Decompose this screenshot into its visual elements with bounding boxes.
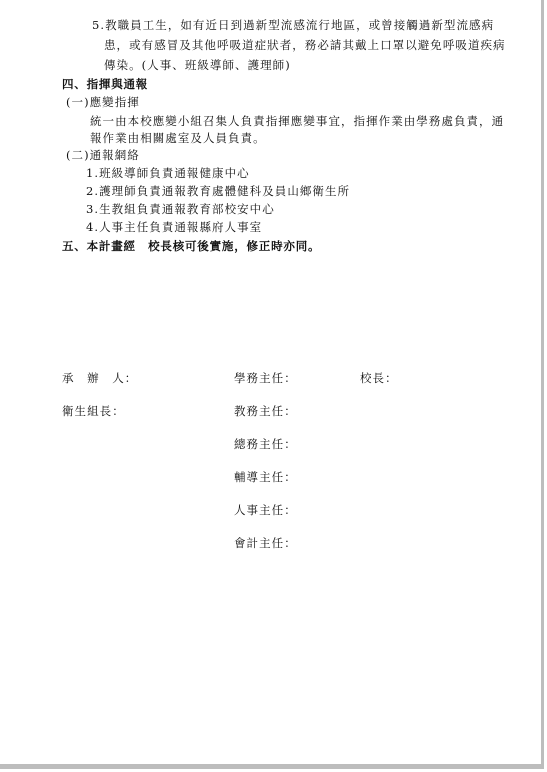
sub2-item: 1.班級導師負責通報健康中心 <box>86 166 250 180</box>
sig-principal: 校長： <box>360 371 398 385</box>
item5-line1: 5.教職員工生，如有近日到過新型流感流行地區，或曾接觸過新型流感病 <box>92 18 495 32</box>
sig-health-leader: 衛生組長： <box>62 404 125 418</box>
sub2-item: 2.護理師負責通報教育處體健科及員山鄉衛生所 <box>86 184 351 198</box>
sig-student-affairs: 學務主任： <box>234 371 297 385</box>
sig-counseling: 輔導主任： <box>234 470 297 484</box>
sig-handler: 承 辦 人： <box>62 371 138 385</box>
sig-personnel: 人事主任： <box>234 503 297 517</box>
item5-line2: 患，或有感冒及其他呼吸道症狀者，務必請其戴上口罩以避免呼吸道疾病 <box>104 38 506 52</box>
sub2-item: 4.人事主任負責通報縣府人事室 <box>86 220 263 234</box>
sub1-line1: 統一由本校應變小組召集人負責指揮應變事宜，指揮作業由學務處負責，通 <box>90 114 505 128</box>
sub2-title: (二)通報網絡 <box>66 148 140 162</box>
sig-accounting: 會計主任： <box>234 536 297 550</box>
sub1-line2: 報作業由相關處室及人員負責。 <box>90 131 266 145</box>
item5-line3: 傳染。(人事、班級導師、護理師) <box>104 58 291 72</box>
sig-academic-affairs: 教務主任： <box>234 404 297 418</box>
sig-general-affairs: 總務主任： <box>234 437 297 451</box>
section4-heading: 四、指揮與通報 <box>62 77 149 91</box>
sub2-item: 3.生教組負責通報教育部校安中心 <box>86 202 275 216</box>
section5-text: 五、本計畫經 校長核可後實施，修正時亦同。 <box>62 239 321 253</box>
sub1-title: (一)應變指揮 <box>66 95 140 109</box>
